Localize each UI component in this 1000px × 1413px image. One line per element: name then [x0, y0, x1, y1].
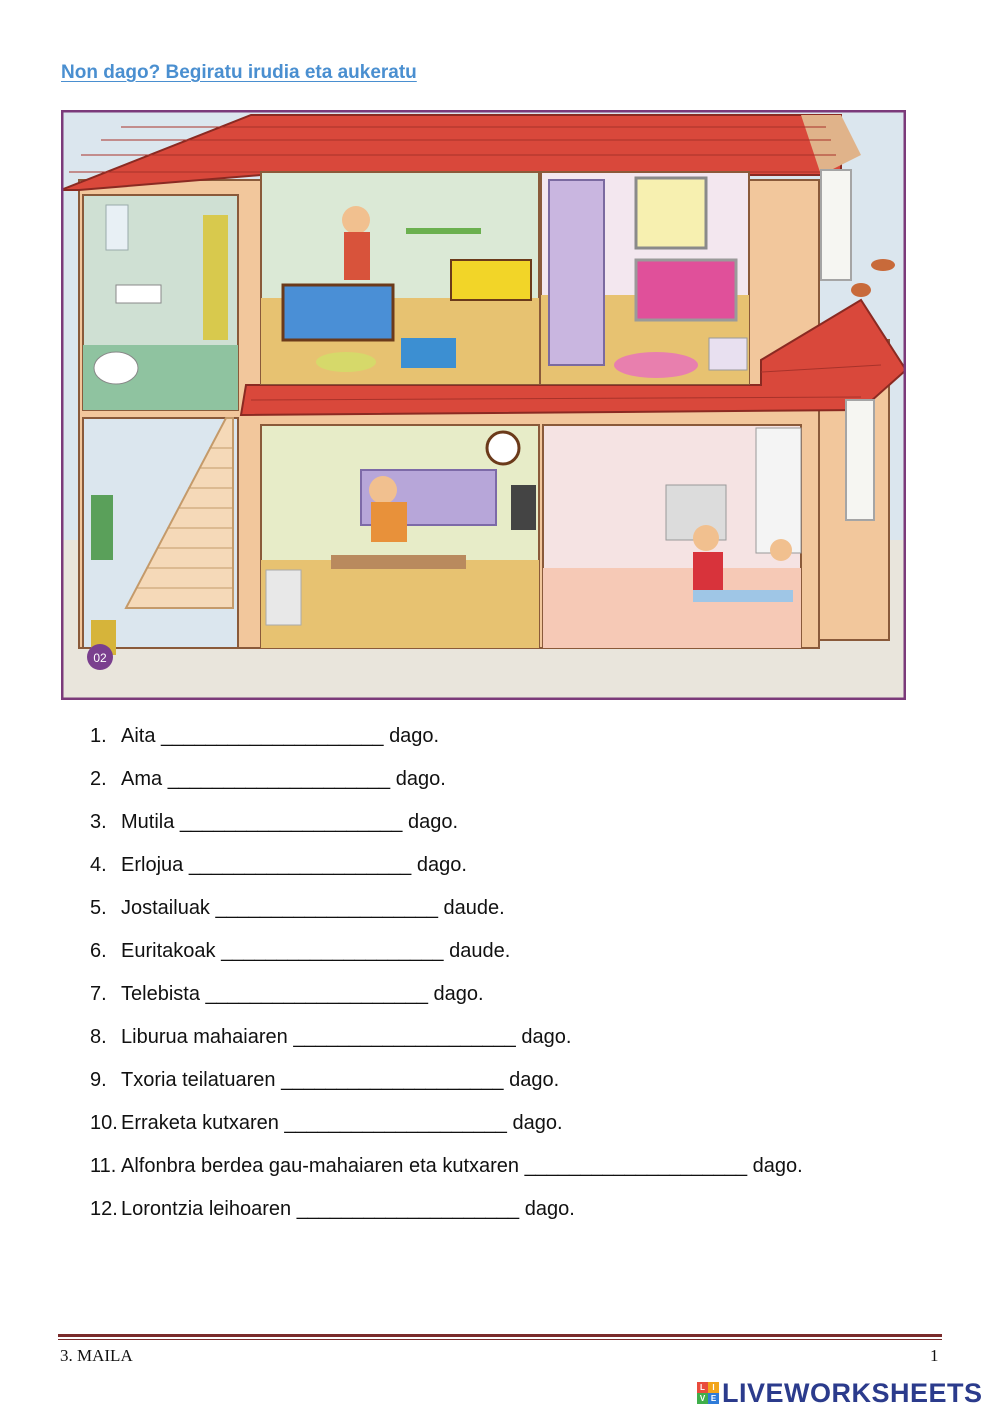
worksheet-title: Non dago? Begiratu irudia eta aukeratu: [61, 62, 417, 83]
question-suffix: dago.: [521, 1026, 572, 1048]
question-suffix: dago.: [416, 854, 467, 876]
question-item: [90, 1023, 803, 1066]
question-suffix: dago.: [512, 1112, 563, 1134]
question-number: 7.: [90, 983, 107, 1005]
answer-blank[interactable]: ____________________: [215, 897, 438, 919]
logo-badge-icon: [697, 1382, 719, 1404]
page-number: 1: [930, 1346, 939, 1365]
question-number: 1.: [90, 725, 107, 747]
logo-badge-letter: E: [708, 1393, 719, 1404]
answer-blank[interactable]: ____________________: [284, 1112, 507, 1134]
question-item: [90, 1066, 803, 1109]
question-suffix: dago.: [524, 1198, 575, 1220]
mother-body: [344, 232, 370, 280]
bedroom-window: [636, 178, 706, 248]
question-item: [90, 765, 803, 808]
footer-rule-thin: [58, 1339, 942, 1340]
bed-pink: [636, 260, 736, 320]
question-item: [90, 851, 803, 894]
illustration-badge: 02: [93, 651, 107, 665]
toy-shelf: [406, 228, 481, 234]
footer-rule: [58, 1334, 942, 1337]
question-item: [90, 937, 803, 980]
question-number: 3.: [90, 811, 107, 833]
bird-roof: [851, 283, 871, 297]
question-number: 4.: [90, 854, 107, 876]
boy-cook: [693, 525, 719, 551]
answer-blank[interactable]: ____________________: [161, 725, 384, 747]
question-prefix: Ama: [121, 768, 163, 790]
question-suffix: dago.: [509, 1069, 560, 1091]
question-item: [90, 722, 803, 765]
mirror: [106, 205, 128, 250]
bed-blue: [283, 285, 393, 340]
night-table: [709, 338, 747, 370]
dining-table: [331, 555, 466, 569]
question-number: 5.: [90, 897, 107, 919]
answer-blank[interactable]: ____________________: [524, 1155, 748, 1177]
wall-clock: [487, 432, 519, 464]
logo-text: LIVEWORKSHEETS: [722, 1377, 983, 1408]
answer-blank[interactable]: ____________________: [205, 983, 428, 1005]
question-prefix: Mutila: [121, 811, 175, 833]
question-suffix: daude.: [449, 940, 511, 962]
answer-blank[interactable]: ____________________: [179, 811, 403, 833]
answer-blank[interactable]: ____________________: [221, 940, 444, 962]
footer-grade: 3. MAILA: [60, 1346, 133, 1365]
question-prefix: Jostailuak: [121, 897, 210, 919]
question-number: 8.: [90, 1026, 107, 1048]
question-suffix: dago.: [395, 768, 446, 790]
bed-yellow: [451, 260, 531, 300]
question-item: [90, 1195, 803, 1238]
wardrobe: [549, 180, 604, 365]
question-prefix: Lorontzia leihoaren: [121, 1198, 292, 1220]
pink-rug: [614, 352, 698, 378]
fridge: [756, 428, 801, 553]
kitchen-table: [693, 590, 793, 602]
answer-blank[interactable]: ____________________: [188, 854, 412, 876]
logo-badge-letter: L: [697, 1382, 708, 1393]
side-window-bottom: [846, 400, 874, 520]
answer-blank[interactable]: ____________________: [281, 1069, 504, 1091]
boy-body: [693, 552, 723, 590]
toilet: [94, 352, 138, 384]
question-prefix: Aita: [121, 725, 156, 747]
mother: [342, 206, 370, 234]
question-number: 9.: [90, 1069, 107, 1091]
question-prefix: Erraketa kutxaren: [121, 1112, 279, 1134]
question-item: [90, 894, 803, 937]
question-suffix: dago.: [433, 983, 484, 1005]
question-number: 6.: [90, 940, 107, 962]
question-prefix: Liburua mahaiaren: [121, 1026, 288, 1048]
television: [511, 485, 536, 530]
house-illustration: [61, 110, 906, 700]
living-room-floor: [261, 560, 539, 648]
question-list: [90, 722, 803, 1238]
question-prefix: Erlojua: [121, 854, 184, 876]
question-prefix: Telebista: [121, 983, 200, 1005]
father-body: [371, 502, 407, 542]
green-rug: [316, 352, 376, 372]
liveworksheets-logo: [697, 1375, 983, 1411]
question-item: [90, 980, 803, 1023]
question-suffix: dago.: [752, 1155, 803, 1177]
answer-blank[interactable]: ____________________: [293, 1026, 516, 1048]
question-prefix: Euritakoak: [121, 940, 216, 962]
logo-badge-letter: V: [697, 1393, 708, 1404]
answer-blank[interactable]: ____________________: [296, 1198, 520, 1220]
side-window-top: [821, 170, 851, 280]
question-number: 11.: [90, 1155, 117, 1177]
question-item: [90, 1109, 803, 1152]
question-number: 10.: [90, 1112, 118, 1134]
question-item: [90, 808, 803, 851]
shower-curtain: [203, 215, 228, 340]
child-chef: [770, 539, 792, 561]
question-suffix: dago.: [407, 811, 459, 833]
question-suffix: dago.: [389, 725, 440, 747]
radiator: [266, 570, 301, 625]
toy-box: [401, 338, 456, 368]
question-prefix: Alfonbra berdea gau-mahaiaren eta kutxaren: [121, 1155, 520, 1177]
question-number: 12.: [90, 1198, 118, 1220]
father: [369, 476, 397, 504]
answer-blank[interactable]: ____________________: [167, 768, 391, 790]
logo-badge-letter: I: [708, 1382, 719, 1393]
green-coat: [91, 495, 113, 560]
kitchen-floor: [543, 568, 801, 648]
question-suffix: daude.: [443, 897, 505, 919]
question-number: 2.: [90, 768, 107, 790]
question-prefix: Txoria teilatuaren: [121, 1069, 276, 1091]
sink: [116, 285, 161, 303]
question-item: [90, 1152, 803, 1195]
bird-flying: [871, 259, 895, 271]
